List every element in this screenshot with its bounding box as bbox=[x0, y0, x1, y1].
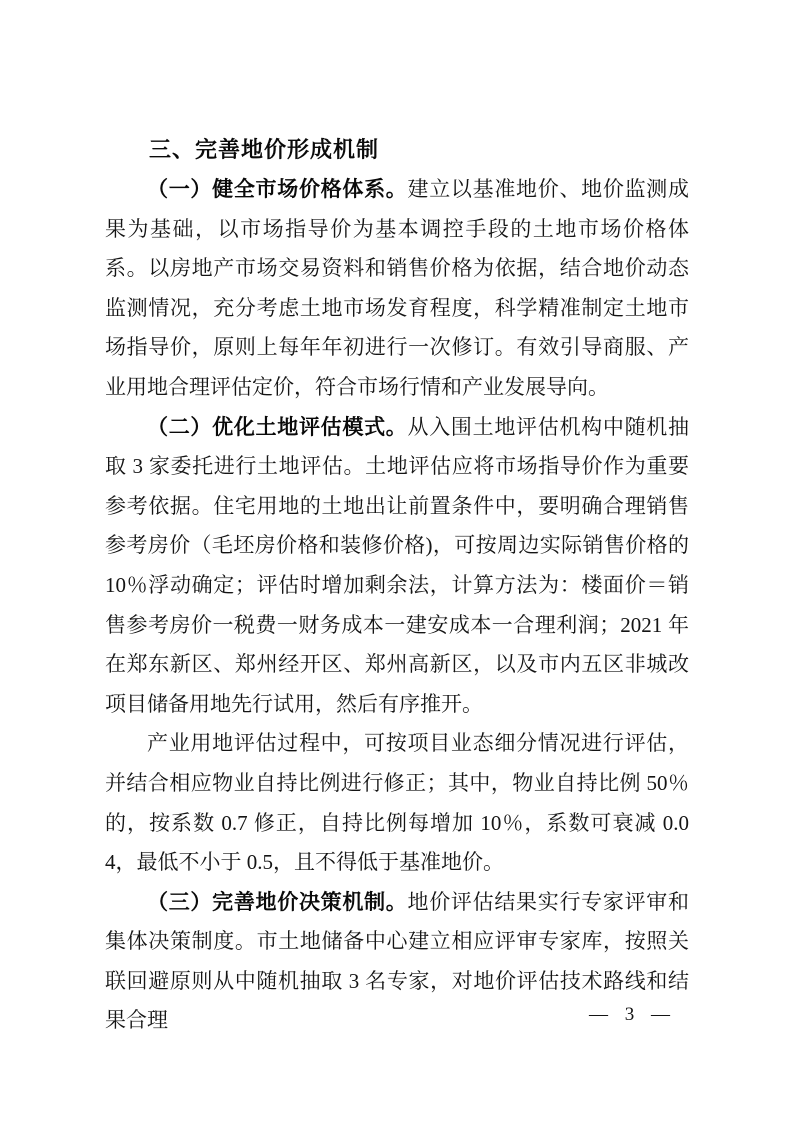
paragraph-1-lead: （一）健全市场价格体系。 bbox=[147, 177, 408, 201]
paragraph-1-text: 建立以基准地价、地价监测成果为基础，以市场指导价为基本调控手段的土地市场价格体系。以房地产市场交易资料和销售价格为依据，结合地价动态监测情况，充分考虑土地市场发育程度，科学精准制定土地市场指导价，原则上每年年初进行一次修订。有效引导商服、产业用地合理评估定价，符合市场行情和产业发展导向。 bbox=[105, 177, 689, 399]
paragraph-3 bbox=[105, 724, 689, 882]
paragraph-2 bbox=[105, 408, 689, 725]
paragraph-4-lead: （三）完善地价决策机制。 bbox=[147, 889, 408, 914]
document-body bbox=[105, 130, 689, 1041]
paragraph-2-text: 从入围土地评估机构中随机抽取 3 家委托进行土地评估。土地评估应将市场指导价作为重要参考依据。住宅用地的土地出让前置条件中，要明确合理销售参考房价（毛坯房价格和装修价格)，可按周边实际销售价格的 10％浮动确定；评估时增加剩余法，计算方法为：楼面价＝销售参考房价一税费一财务成本一建安成本一合理利润；2021 年在郑东新区、郑州经开区、郑州高新区，以及市内五区非城改项目储备用地先行试用，然后有序推开。 bbox=[105, 414, 689, 716]
paragraph-2-lead: （二）优化土地评估模式。 bbox=[147, 414, 408, 439]
page-number: — 3 — bbox=[589, 1004, 670, 1025]
paragraph-3-text: 产业用地评估过程中，可按项目业态细分情况进行评估，并结合相应物业自持比例进行修正；其中，物业自持比例 50％的，按系数 0.7 修正，自持比例每增加 10％，系数可衰减 0.04，最低不小于 0.5，且不得低于基准地价。 bbox=[105, 731, 689, 875]
paragraph-1 bbox=[105, 170, 689, 408]
paragraph-4-text: 地价评估结果实行专家评审和集体决策制度。市土地储备中心建立相应评审专家库，按照关联回避原则从中随机抽取 3 名专家，对地价评估技术路线和结果合理 bbox=[105, 889, 689, 1033]
section-heading: 三、完善地价形成机制 bbox=[149, 137, 380, 162]
